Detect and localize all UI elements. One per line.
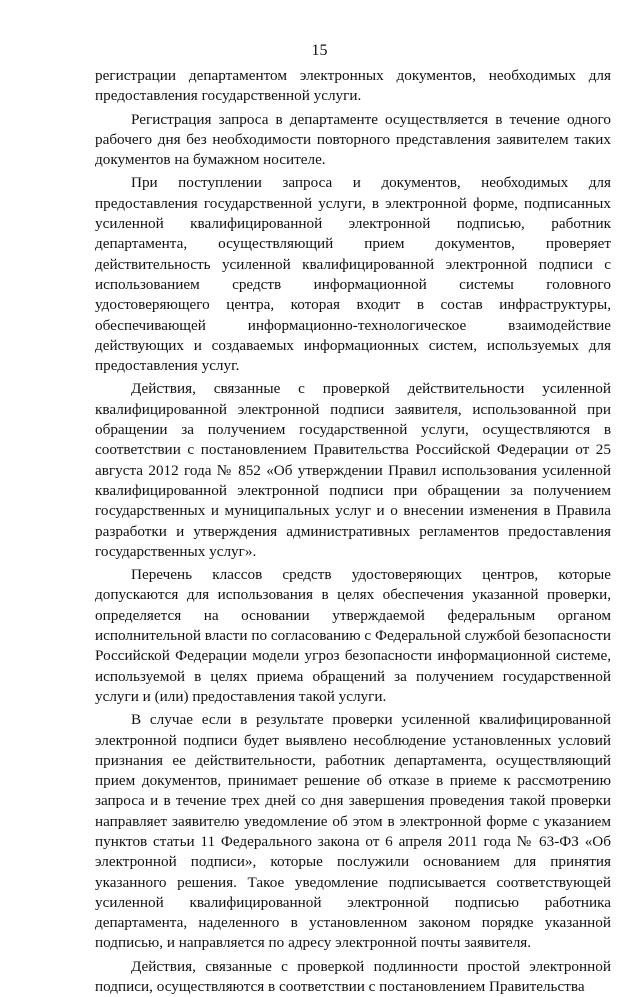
paragraph-simple-signature: Действия, связанные с проверкой подлинности простой электронной подписи, осуществляются в соответствии с постановлением Правительства bbox=[95, 957, 611, 996]
document-body bbox=[95, 66, 611, 997]
paragraph-registration: Регистрация запроса в департаменте осуществляется в течение одного рабочего дня без необходимости повторного представления заявителем таких документов на бумажном носителе. bbox=[95, 110, 611, 169]
paragraph-rejection-notice: В случае если в результате проверки усиленной квалифицированной электронной подписи будет выявлено несоблюдение установленных условий признания ее действительности, работник департамента, осуществляющий прием документов, принимает решение об отказе в приеме к рассмотрению запроса и в течение трех дней со дня завершения проведения такой проверки направляет заявителю уведомление об этом в электронной форме с указанием пунктов статьи 11 Федерального закона от 6 апреля 2011 года № 63-ФЗ «Об электронной подписи», которые послужили основанием для принятия указанного решения. Такое уведомление подписывается соответствующей усиленной квалифицированной электронной подписью работника департамента, наделенного в установленном законом порядке указанной подписью, и направляется по адресу электронной почты заявителя. bbox=[95, 711, 611, 952]
paragraph-continuation: регистрации департаментом электронных документов, необходимых для предоставления государственной услуги. bbox=[95, 67, 611, 105]
page-number: 15 bbox=[311, 42, 328, 59]
paragraph-actions-validity: Действия, связанные с проверкой действительности усиленной квалифицированной электронной подписи заявителя, использованной при обращении за получением государственной услуги, осуществляются в соответствии с постановлением Правительства Российской Федерации от 25 августа 2012 года № 852 «Об утверждении Правил использования усиленной квалифицированной электронной подписи при обращении за получением государственных и муниципальных услуг и о внесении изменения в Правила разработки и утверждения административных регламентов предоставления государственных услуг». bbox=[95, 380, 611, 560]
paragraph-signature-check: При поступлении запроса и документов, необходимых для предоставления государственной услуги, в электронной форме, подписанных усиленной квалифицированной электронной подписью, работник департамента, осуществляющий прием документов, проверяет действительность усиленной квалифицированной электронной подписи с использованием средств информационной системы головного удостоверяющего центра, которая входит в состав инфраструктуры, обеспечивающей информационно-технологическое взаимодействие действующих и создаваемых информационных систем, используемых для предоставления услуг. bbox=[95, 174, 611, 375]
paragraph-certificate-classes: Перечень классов средств удостоверяющих центров, которые допускаются для использования в целях обеспечения указанной проверки, определяется на основании утверждаемой федеральным органом исполнительной власти по согласованию с Федеральной службой безопасности Российской Федерации модели угроз безопасности информационной системе, используемой в целях приема обращений за получением государственной услуги и (или) предоставления такой услуги. bbox=[95, 566, 612, 705]
